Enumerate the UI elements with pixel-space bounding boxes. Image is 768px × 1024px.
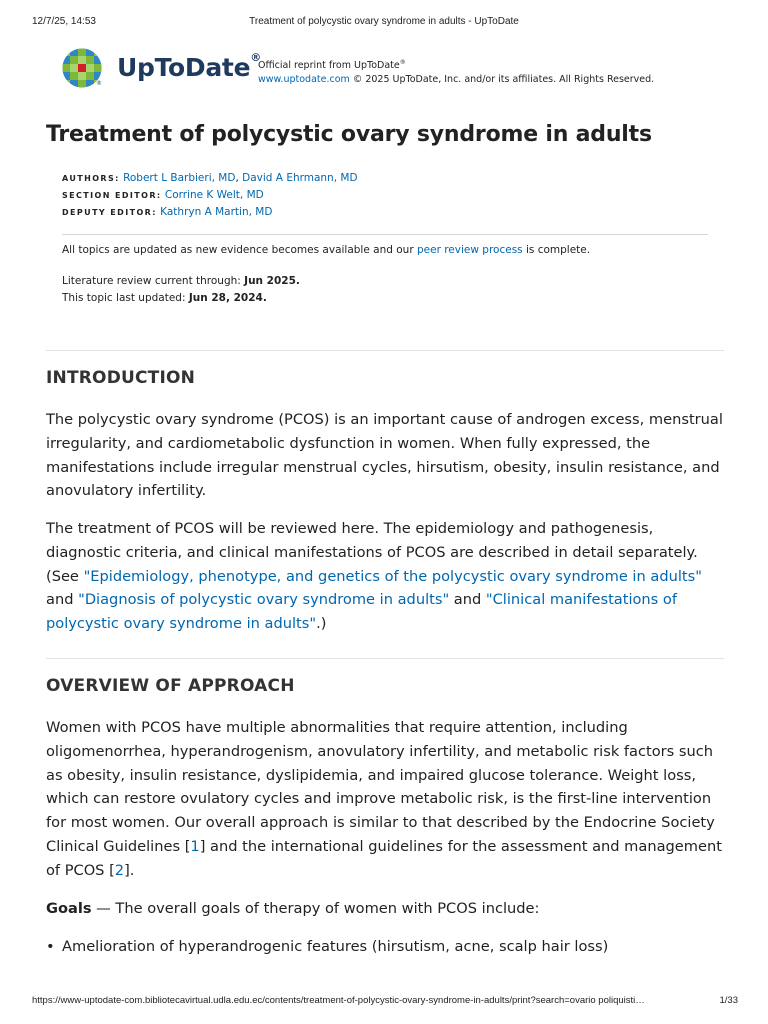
update-notice: All topics are updated as new evidence becomes available and our peer review process is complete. (62, 244, 591, 256)
section-editor-link[interactable]: Corrine K Welt, MD (164, 189, 264, 201)
goals-paragraph: Goals — The overall goals of therapy of women with PCOS include: (46, 900, 540, 917)
uptodate-site-link[interactable]: www.uptodate.com (258, 74, 350, 86)
introduction-paragraph-2: The treatment of PCOS will be reviewed here. The epidemiology and pathogenesis, diagnostic criteria, and clinical manifestations of PCOS are described in detail separately. (See "Epidemiology, phenotype, and genetics of the polycystic ovary syndrome in adults" and "Diagnosis of polycystic ovary syndrome in adults" and "Clinical manifestations of polycystic ovary syndrome in adults".) (46, 520, 702, 633)
authors-label: AUTHORS: (62, 174, 120, 183)
author-link-barbieri[interactable]: Robert L Barbieri, MD (123, 172, 236, 184)
reprint-notice (258, 56, 654, 87)
brand-name: UpToDate® (117, 51, 261, 82)
bullet-icon: • (46, 938, 55, 955)
logo-registered-mark: ® (96, 80, 102, 87)
clinical-manifestations-topic-link[interactable]: "Clinical manifestations of polycystic ovary syndrome in adults" (46, 591, 677, 633)
authors-row: AUTHORS: Robert L Barbieri, MD, David A Ehrmann, MD (62, 172, 358, 184)
introduction-heading: INTRODUCTION (46, 368, 196, 388)
divider (62, 234, 708, 235)
print-page-title: Treatment of polycystic ovary syndrome in adults - UpToDate (249, 16, 519, 27)
literature-dates (62, 273, 300, 307)
introduction-paragraph-1: The polycystic ovary syndrome (PCOS) is an important cause of androgen excess, menstrual irregularity, and cardiometabolic dysfunction in women. When fully expressed, the manifestations include irregular menstrual cycles, hirsutism, obesity, insulin resistance, and anovulatory infertility. (46, 411, 723, 500)
overview-paragraph: Women with PCOS have multiple abnormalities that require attention, including oligomenorrhea, hyperandrogenism, anovulatory infertility, and metabolic risk factors such as obesity, insulin resistance, dyslipidemia, and impaired glucose tolerance. Weight loss, which can restore ovulatory cycles and improve metabolic risk, is the first-line intervention for most women. Our overall approach is similar to that described by the Endocrine Society Clinical Guidelines [1] and the international guidelines for the assessment and management of PCOS [2]. (46, 719, 722, 879)
section-divider (46, 350, 724, 351)
section-divider (46, 658, 724, 659)
contributors (62, 170, 358, 221)
list-item: • Amelioration of hyperandrogenic features (hirsutism, acne, scalp hair loss) (46, 935, 608, 959)
diagnosis-topic-link[interactable]: "Diagnosis of polycystic ovary syndrome in adults" (78, 591, 450, 609)
literature-review-date: Literature review current through: Jun 2025. (62, 275, 300, 287)
goals-label: Goals (46, 900, 92, 917)
print-url: https://www-uptodate-com.bibliotecavirtual.udla.edu.ec/contents/treatment-of-polycystic-ovary-syndrome-in-adults/print?search=ovario poliquisti… (32, 995, 645, 1006)
author-link-ehrmann[interactable]: David A Ehrmann, MD (242, 172, 358, 184)
reference-link-2[interactable]: 2 (114, 861, 125, 879)
reference-link-1[interactable]: 1 (190, 837, 200, 855)
copyright-line: www.uptodate.com © 2025 UpToDate, Inc. and/or its affiliates. All Rights Reserved. (258, 74, 655, 86)
page-number: 1/33 (719, 995, 738, 1006)
section-editor-label: SECTION EDITOR: (62, 191, 162, 200)
print-header (32, 16, 736, 30)
print-datetime: 12/7/25, 14:53 (32, 16, 96, 27)
deputy-editor-link[interactable]: Kathryn A Martin, MD (160, 206, 273, 218)
topic-updated-date: This topic last updated: Jun 28, 2024. (62, 292, 267, 304)
section-editor-row (62, 187, 358, 204)
deputy-editor-label: DEPUTY EDITOR: (62, 208, 157, 217)
peer-review-link[interactable]: peer review process (416, 244, 523, 256)
print-footer (32, 995, 738, 1009)
brand-registered-mark: ® (250, 51, 261, 64)
reprint-line: Official reprint from UpToDate® (258, 59, 406, 72)
deputy-editor-row (62, 204, 358, 221)
epidemiology-topic-link[interactable]: "Epidemiology, phenotype, and genetics of the polycystic ovary syndrome in adults" (83, 567, 702, 585)
page-title: Treatment of polycystic ovary syndrome in adults (46, 122, 652, 147)
overview-heading: OVERVIEW OF APPROACH (46, 676, 295, 696)
